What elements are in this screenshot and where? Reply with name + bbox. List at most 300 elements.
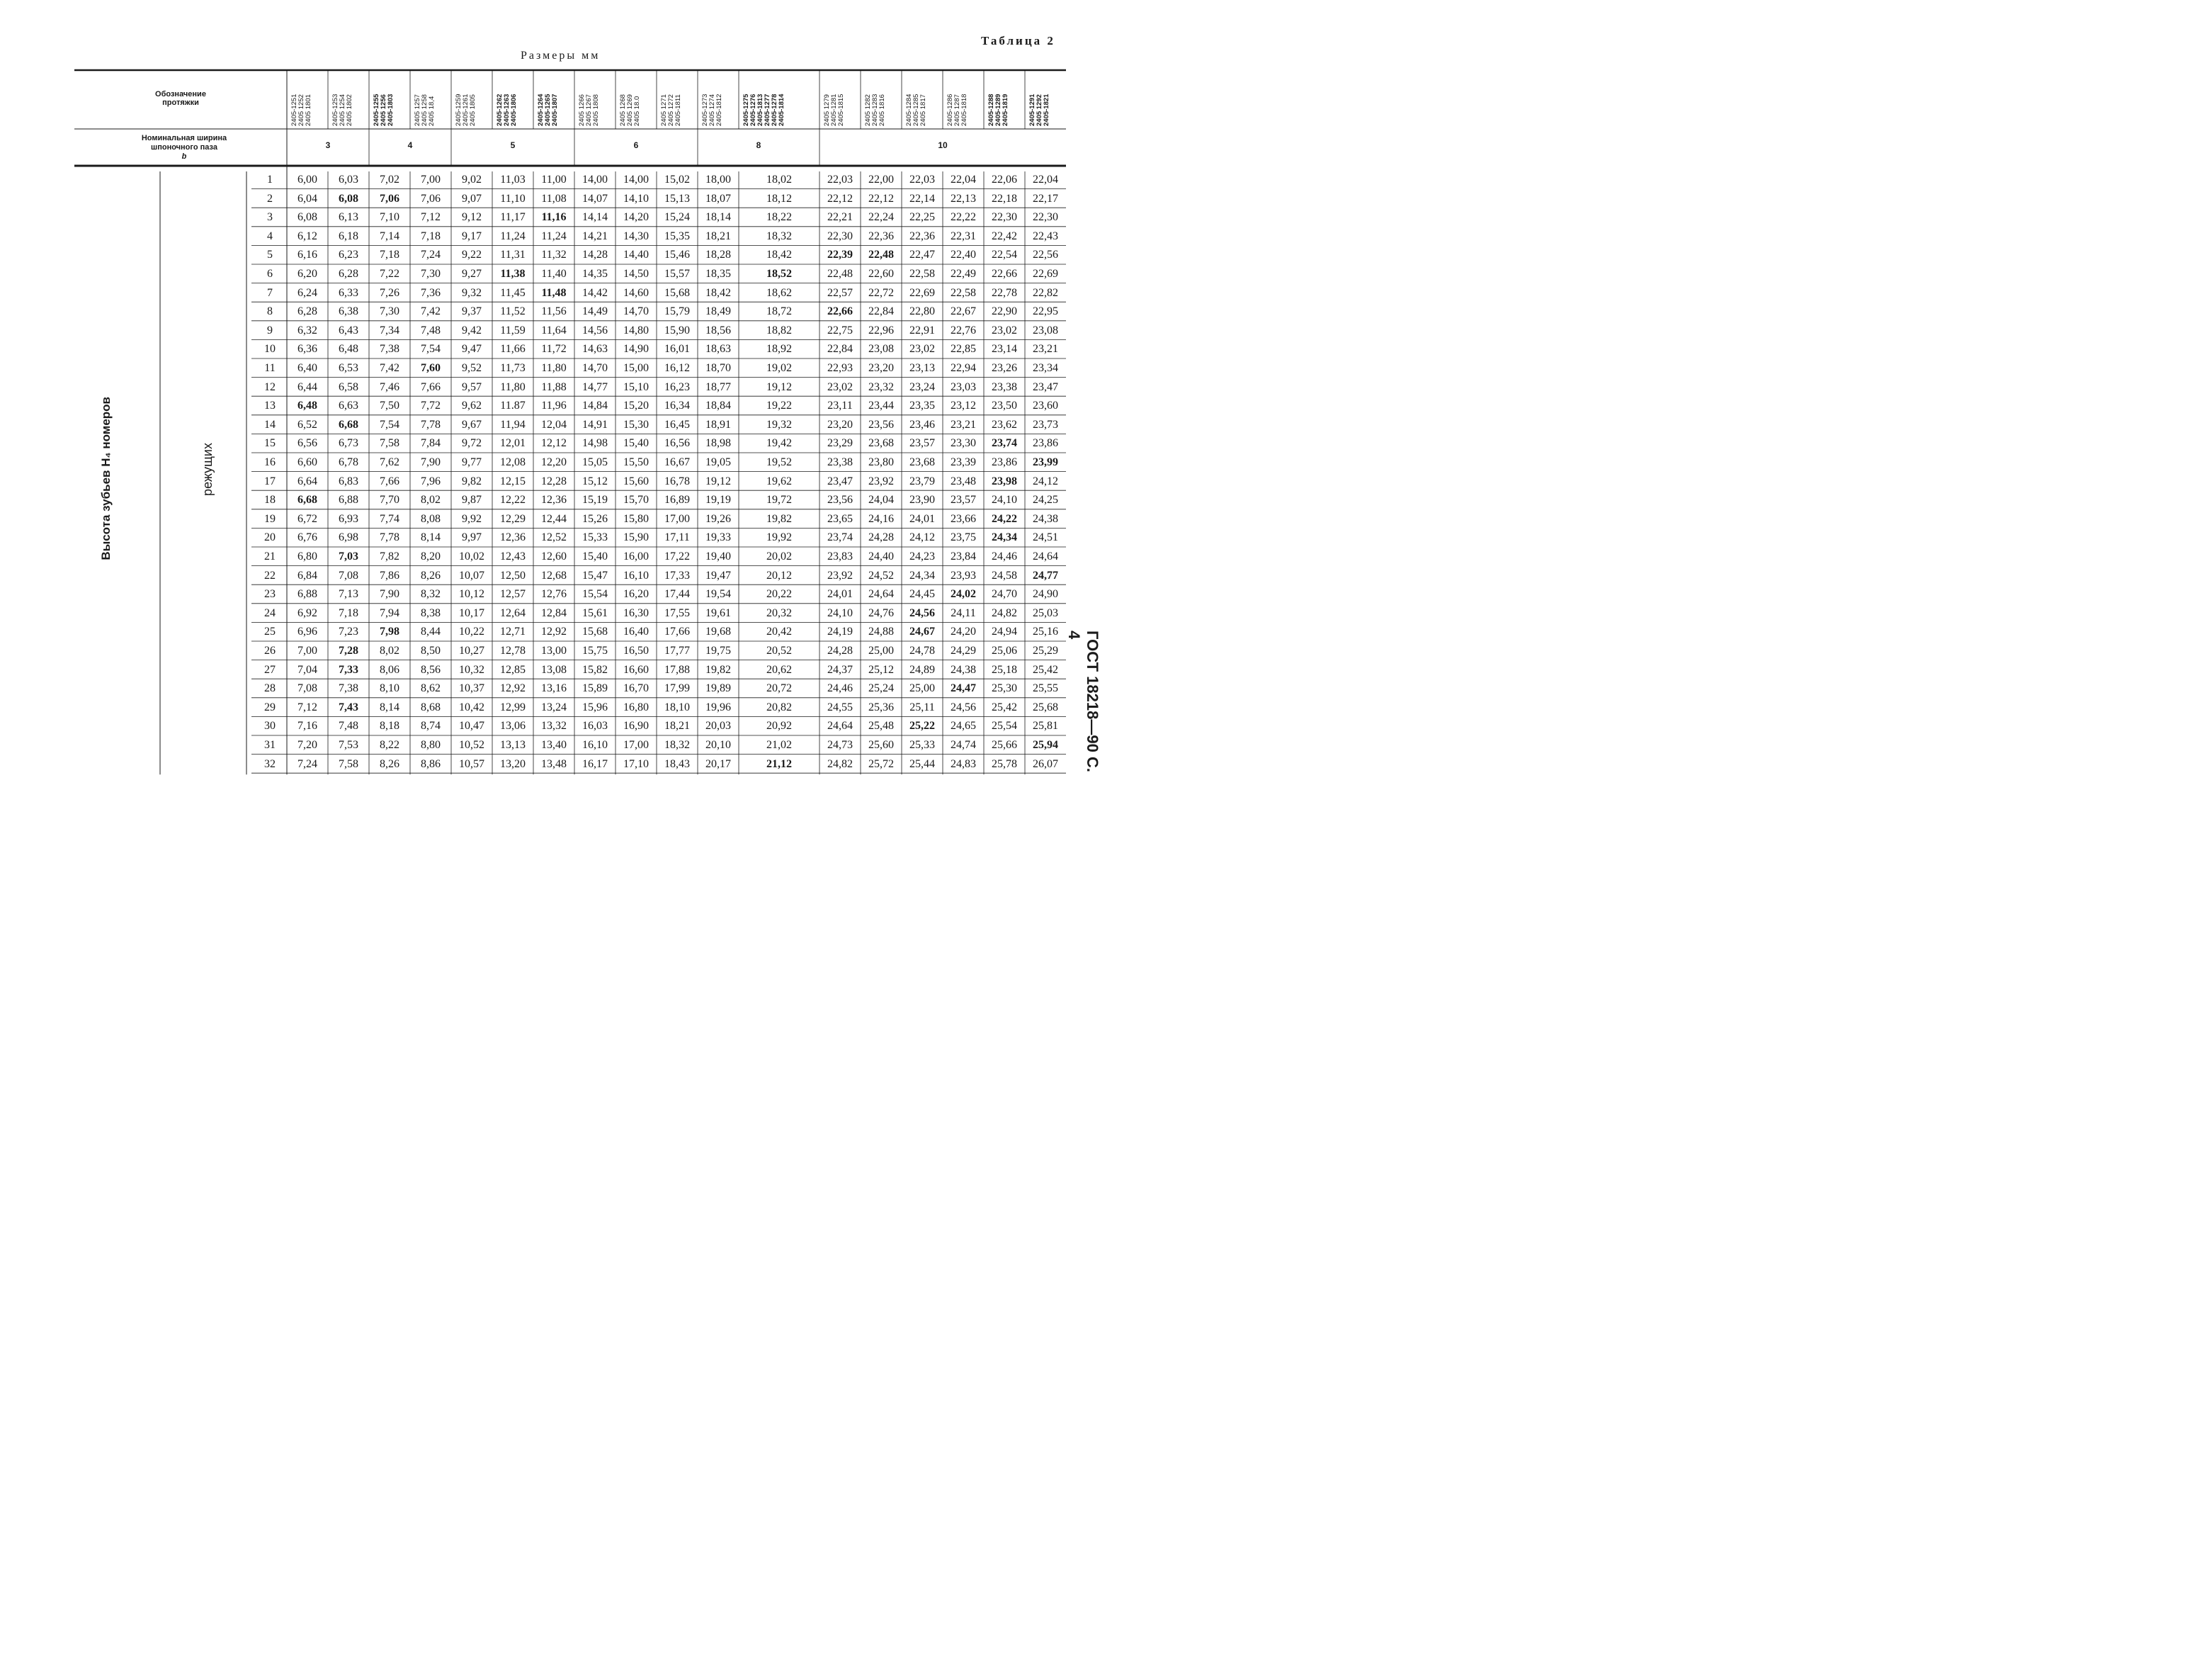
height-value: 18,72 [766, 305, 792, 318]
broach-code-col-4: 2405 1257 2405 1258 2405 18,4 [414, 94, 436, 126]
height-value: 18,32 [664, 739, 690, 751]
height-value: 19,33 [705, 531, 731, 544]
height-value: 15,46 [664, 249, 690, 261]
broach-code-col-1: 2405-1251 2405 1252 2405 1801 [290, 94, 312, 126]
height-value: 24,65 [951, 720, 976, 733]
height-value: 12,04 [541, 418, 567, 431]
height-value: 6,98 [339, 531, 358, 544]
height-value: 15,60 [623, 475, 649, 487]
height-value: 11,94 [500, 418, 526, 431]
height-value: 7,34 [380, 324, 399, 337]
height-value: 7,78 [421, 418, 441, 431]
height-value: 24,76 [868, 606, 894, 619]
height-value: 22,58 [951, 286, 976, 299]
nominal-width-header [120, 134, 248, 162]
height-value: 25,36 [868, 701, 894, 713]
height-value: 22,69 [1033, 268, 1058, 280]
height-value: 16,34 [664, 400, 690, 412]
height-value: 24,38 [1033, 512, 1058, 525]
height-value: 23,57 [909, 437, 935, 450]
height-value: 9,22 [462, 249, 482, 261]
cutting-teeth-label: режущих [200, 443, 215, 496]
height-value: 11,66 [500, 343, 526, 356]
height-value: 13,06 [500, 720, 526, 733]
height-value: 7,23 [339, 626, 358, 638]
height-value: 22,85 [951, 343, 976, 356]
height-value: 7,42 [380, 362, 399, 374]
height-value: 7,58 [380, 437, 399, 450]
height-value: 23,44 [868, 400, 894, 412]
height-value: 6,52 [297, 418, 317, 431]
height-value: 20,72 [766, 682, 792, 695]
height-value: 19,82 [705, 663, 731, 676]
height-value: 16,67 [664, 456, 690, 468]
height-value: 14,84 [582, 400, 608, 412]
broach-code-col-7: 2405-1264 2405-1265 2405-1807 [537, 94, 559, 126]
height-value: 6,60 [297, 456, 317, 468]
height-value: 9,27 [462, 268, 482, 280]
height-value: 20,22 [766, 588, 792, 601]
height-value: 12,85 [500, 663, 526, 676]
height-value: 24,19 [827, 626, 853, 638]
height-value: 22,90 [992, 305, 1017, 318]
height-value: 6,03 [339, 174, 358, 186]
height-value: 24,12 [1033, 475, 1058, 487]
height-value: 7,16 [297, 720, 317, 733]
height-value: 22,39 [827, 249, 853, 261]
height-value: 7,26 [380, 286, 399, 299]
height-value: 24,52 [868, 569, 894, 582]
height-value: 17,55 [664, 606, 690, 619]
height-value: 17,44 [664, 588, 690, 601]
height-value: 18,91 [705, 418, 731, 431]
height-value: 15,20 [623, 400, 649, 412]
height-value: 22,12 [868, 192, 894, 205]
height-value: 19,82 [766, 512, 792, 525]
height-value: 24,74 [951, 739, 976, 751]
height-value: 13,48 [541, 757, 567, 770]
height-value: 22,66 [992, 268, 1017, 280]
height-value: 25,42 [1033, 663, 1058, 676]
tooth-number: 22 [264, 569, 276, 582]
height-value: 14,20 [623, 211, 649, 224]
height-value: 6,36 [297, 343, 317, 356]
height-value: 11,00 [541, 174, 567, 186]
height-value: 19,52 [766, 456, 792, 468]
height-value: 8,10 [380, 682, 399, 695]
height-value: 11,40 [541, 268, 567, 280]
height-value: 22,30 [827, 230, 853, 242]
height-value: 22,30 [1033, 211, 1058, 224]
height-value: 7,86 [380, 569, 399, 582]
tooth-number: 29 [264, 701, 276, 713]
tooth-number: 10 [264, 343, 276, 356]
height-value: 10,52 [459, 739, 484, 751]
height-value: 19,12 [766, 380, 792, 393]
height-value: 15,96 [582, 701, 608, 713]
height-value: 22,91 [909, 324, 935, 337]
height-value: 24,11 [951, 606, 976, 619]
height-value: 7,82 [380, 550, 399, 563]
height-value: 18,07 [705, 192, 731, 205]
height-value: 24,47 [951, 682, 976, 695]
height-value: 22,94 [951, 362, 976, 374]
height-value: 20,10 [705, 739, 731, 751]
height-value: 24,77 [1033, 569, 1058, 582]
height-value: 23,66 [951, 512, 976, 525]
height-value: 23,75 [951, 531, 976, 544]
height-value: 11,88 [541, 380, 567, 393]
height-value: 14,70 [582, 362, 608, 374]
height-value: 14,30 [623, 230, 649, 242]
height-value: 9,52 [462, 362, 482, 374]
height-value: 12,60 [541, 550, 567, 563]
height-value: 23,02 [909, 343, 935, 356]
height-value: 24,82 [827, 757, 853, 770]
height-value: 23,14 [992, 343, 1017, 356]
height-value: 12,99 [500, 701, 526, 713]
height-value: 13,00 [541, 645, 567, 657]
height-value: 9,97 [462, 531, 482, 544]
height-value: 6,88 [297, 588, 317, 601]
height-value: 17,22 [664, 550, 690, 563]
height-value: 16,30 [623, 606, 649, 619]
height-value: 24,23 [909, 550, 935, 563]
height-value: 18,42 [705, 286, 731, 299]
height-value: 15,79 [664, 305, 690, 318]
height-value: 15,47 [582, 569, 608, 582]
height-value: 25,03 [1033, 606, 1058, 619]
height-value: 6,68 [297, 494, 317, 507]
height-value: 6,88 [339, 494, 358, 507]
height-value: 7,02 [380, 174, 399, 186]
height-value: 11,80 [500, 380, 526, 393]
height-value: 23,46 [909, 418, 935, 431]
height-value: 23,24 [909, 380, 935, 393]
height-value: 23,20 [868, 362, 894, 374]
height-value: 23,29 [827, 437, 853, 450]
height-value: 23,38 [827, 456, 853, 468]
height-value: 12,08 [500, 456, 526, 468]
height-value: 17,66 [664, 626, 690, 638]
height-value: 14,50 [623, 268, 649, 280]
height-value: 22,96 [868, 324, 894, 337]
table-number-label: Таблица 2 [981, 34, 1055, 47]
height-value: 22,57 [827, 286, 853, 299]
height-value: 15,13 [664, 192, 690, 205]
height-value: 6,64 [297, 475, 317, 487]
tooth-number: 23 [264, 588, 276, 601]
height-value: 8,18 [380, 720, 399, 733]
height-value: 23,74 [827, 531, 853, 544]
height-value: 24,67 [909, 626, 935, 638]
tooth-number: 24 [264, 606, 276, 619]
keyway-width-5: 5 [510, 140, 516, 150]
height-value: 11,80 [541, 362, 567, 374]
broach-code-col-5: 2405-1259 2405-1261 2405 1805 [455, 94, 477, 126]
height-value: 20,03 [705, 720, 731, 733]
height-value: 6,32 [297, 324, 317, 337]
height-value: 24,88 [868, 626, 894, 638]
height-value: 22,00 [868, 174, 894, 186]
height-value: 23,74 [992, 437, 1017, 450]
height-value: 25,81 [1033, 720, 1058, 733]
height-value: 12,84 [541, 606, 567, 619]
height-value: 17,00 [623, 739, 649, 751]
height-value: 7,08 [339, 569, 358, 582]
height-value: 19,54 [705, 588, 731, 601]
height-value: 6,13 [339, 211, 358, 224]
height-value: 16,45 [664, 418, 690, 431]
height-value: 18,43 [664, 757, 690, 770]
document-standard-code: ГОСТ 18218—90 С. 4 [1065, 631, 1101, 772]
height-value: 7,13 [339, 588, 358, 601]
height-value: 11,24 [500, 230, 526, 242]
height-value: 22,04 [1033, 174, 1058, 186]
height-value: 14,70 [623, 305, 649, 318]
height-value: 22,95 [1033, 305, 1058, 318]
height-value: 25,68 [1033, 701, 1058, 713]
height-value: 10,27 [459, 645, 484, 657]
height-value: 26,07 [1033, 757, 1058, 770]
height-value: 12,36 [541, 494, 567, 507]
tooth-number: 21 [264, 550, 276, 563]
height-value: 9,02 [462, 174, 482, 186]
height-value: 25,11 [909, 701, 935, 713]
height-value: 20,17 [705, 757, 731, 770]
height-value: 7,48 [339, 720, 358, 733]
height-value: 7,08 [297, 682, 317, 695]
height-value: 22,43 [1033, 230, 1058, 242]
height-value: 22,31 [951, 230, 976, 242]
height-value: 6,04 [297, 192, 317, 205]
height-value: 23,60 [1033, 400, 1058, 412]
height-value: 17,99 [664, 682, 690, 695]
tooth-number: 15 [264, 437, 276, 450]
height-value: 6,92 [297, 606, 317, 619]
height-value: 23,03 [951, 380, 976, 393]
height-value: 24,46 [827, 682, 853, 695]
height-value: 24,58 [992, 569, 1017, 582]
height-value: 12,20 [541, 456, 567, 468]
height-value: 22,69 [909, 286, 935, 299]
height-value: 19,26 [705, 512, 731, 525]
height-value: 11,96 [541, 400, 567, 412]
height-value: 24,78 [909, 645, 935, 657]
height-value: 23,92 [827, 569, 853, 582]
height-value: 9,62 [462, 400, 482, 412]
height-value: 6,00 [297, 174, 317, 186]
height-value: 24,56 [909, 606, 935, 619]
height-value: 15,05 [582, 456, 608, 468]
height-value: 23,35 [909, 400, 935, 412]
height-value: 18,22 [766, 211, 792, 224]
height-value: 8,08 [421, 512, 441, 525]
height-value: 13,16 [541, 682, 567, 695]
height-value: 25,12 [868, 663, 894, 676]
height-value: 16,00 [623, 550, 649, 563]
height-value: 8,80 [421, 739, 441, 751]
height-value: 24,04 [868, 494, 894, 507]
height-value: 12,44 [541, 512, 567, 525]
height-value: 14,14 [582, 211, 608, 224]
height-value: 16,40 [623, 626, 649, 638]
height-value: 15,10 [623, 380, 649, 393]
height-value: 23,32 [868, 380, 894, 393]
tooth-number: 18 [264, 494, 276, 507]
nominal-width-symbol: b [181, 152, 187, 161]
height-value: 7,70 [380, 494, 399, 507]
height-value: 7,22 [380, 268, 399, 280]
height-value: 7,12 [297, 701, 317, 713]
designation-header-text: Обозначение протяжки [155, 90, 206, 107]
height-value: 11,32 [541, 249, 567, 261]
height-value: 23,86 [992, 456, 1017, 468]
height-value: 20,32 [766, 606, 792, 619]
height-value: 23,86 [1033, 437, 1058, 450]
height-value: 7,62 [380, 456, 399, 468]
height-value: 23,90 [909, 494, 935, 507]
height-value: 22,82 [1033, 286, 1058, 299]
height-value: 24,90 [1033, 588, 1058, 601]
height-value: 19,40 [705, 550, 731, 563]
height-value: 6,43 [339, 324, 358, 337]
height-value: 14,00 [623, 174, 649, 186]
height-value: 18,98 [705, 437, 731, 450]
height-value: 11,08 [541, 192, 567, 205]
height-value: 6,63 [339, 400, 358, 412]
height-value: 14,91 [582, 418, 608, 431]
height-value: 25,29 [1033, 645, 1058, 657]
height-value: 14,60 [623, 286, 649, 299]
height-value: 12,76 [541, 588, 567, 601]
height-value: 12,36 [500, 531, 526, 544]
height-value: 9,72 [462, 437, 482, 450]
height-value: 22,14 [909, 192, 935, 205]
height-value: 6,38 [339, 305, 358, 318]
height-value: 15,54 [582, 588, 608, 601]
height-value: 6,80 [297, 550, 317, 563]
height-value: 12,92 [500, 682, 526, 695]
height-value: 9,77 [462, 456, 482, 468]
height-value: 7,90 [421, 456, 441, 468]
height-value: 7,46 [380, 380, 399, 393]
height-value: 11,72 [541, 343, 567, 356]
height-value: 23,02 [827, 380, 853, 393]
height-value: 22,49 [951, 268, 976, 280]
tooth-number: 14 [264, 418, 276, 431]
height-value: 8,02 [380, 645, 399, 657]
height-value: 8,20 [421, 550, 441, 563]
height-value: 22,17 [1033, 192, 1058, 205]
height-value: 16,17 [582, 757, 608, 770]
height-value: 24,70 [992, 588, 1017, 601]
height-value: 8,14 [421, 531, 441, 544]
height-value: 25,30 [992, 682, 1017, 695]
height-value: 17,10 [623, 757, 649, 770]
height-value: 24,01 [827, 588, 853, 601]
height-value: 14,42 [582, 286, 608, 299]
height-value: 16,23 [664, 380, 690, 393]
tooth-number: 8 [267, 305, 273, 318]
height-value: 23,93 [951, 569, 976, 582]
height-value: 19,92 [766, 531, 792, 544]
height-value: 25,94 [1033, 739, 1058, 751]
height-value: 22,54 [992, 249, 1017, 261]
height-value: 15,00 [623, 362, 649, 374]
tooth-number: 26 [264, 645, 276, 657]
height-value: 7,33 [339, 663, 358, 676]
height-value: 13,40 [541, 739, 567, 751]
height-value: 19,42 [766, 437, 792, 450]
height-value: 18,10 [664, 701, 690, 713]
height-value: 10,12 [459, 588, 484, 601]
height-value: 24,94 [992, 626, 1017, 638]
tooth-number: 20 [264, 531, 276, 544]
height-value: 7,10 [380, 211, 399, 224]
height-value: 15,82 [582, 663, 608, 676]
height-value: 23,47 [1033, 380, 1058, 393]
height-value: 7,94 [380, 606, 399, 619]
height-value: 7,03 [339, 550, 358, 563]
height-value: 15,19 [582, 494, 608, 507]
height-value: 12,57 [500, 588, 526, 601]
height-value: 18,35 [705, 268, 731, 280]
height-value: 23,48 [951, 475, 976, 487]
height-value: 11,16 [541, 211, 567, 224]
height-value: 11,64 [541, 324, 567, 337]
height-value: 23,39 [951, 456, 976, 468]
units-caption: Размеры мм [521, 50, 601, 62]
height-value: 22,24 [868, 211, 894, 224]
height-value: 25,54 [992, 720, 1017, 733]
height-value: 6,18 [339, 230, 358, 242]
height-value: 16,10 [582, 739, 608, 751]
height-value: 11,24 [541, 230, 567, 242]
tooth-number: 13 [264, 400, 276, 412]
height-value: 19,32 [766, 418, 792, 431]
height-value: 7,18 [421, 230, 441, 242]
height-value: 17,11 [664, 531, 690, 544]
height-value: 17,88 [664, 663, 690, 676]
height-value: 18,14 [705, 211, 731, 224]
keyway-width-4: 4 [407, 140, 413, 150]
height-value: 20,62 [766, 663, 792, 676]
height-value: 24,40 [868, 550, 894, 563]
height-value: 23,79 [909, 475, 935, 487]
height-value: 15,26 [582, 512, 608, 525]
tooth-number: 2 [267, 192, 273, 205]
height-value: 24,34 [909, 569, 935, 582]
height-value: 6,93 [339, 512, 358, 525]
height-value: 24,51 [1033, 531, 1058, 544]
height-value: 7,66 [421, 380, 441, 393]
tooth-number: 9 [267, 324, 273, 337]
height-value: 7,06 [421, 192, 441, 205]
height-value: 15,57 [664, 268, 690, 280]
height-value: 15,90 [664, 324, 690, 337]
height-value: 25,06 [992, 645, 1017, 657]
height-value: 14,80 [623, 324, 649, 337]
keyway-width-6: 6 [633, 140, 639, 150]
height-value: 9,07 [462, 192, 482, 205]
height-value: 23,08 [1033, 324, 1058, 337]
height-value: 8,68 [421, 701, 441, 713]
height-value: 9,37 [462, 305, 482, 318]
height-value: 9,42 [462, 324, 482, 337]
height-value: 18,82 [766, 324, 792, 337]
height-value: 22,48 [868, 249, 894, 261]
